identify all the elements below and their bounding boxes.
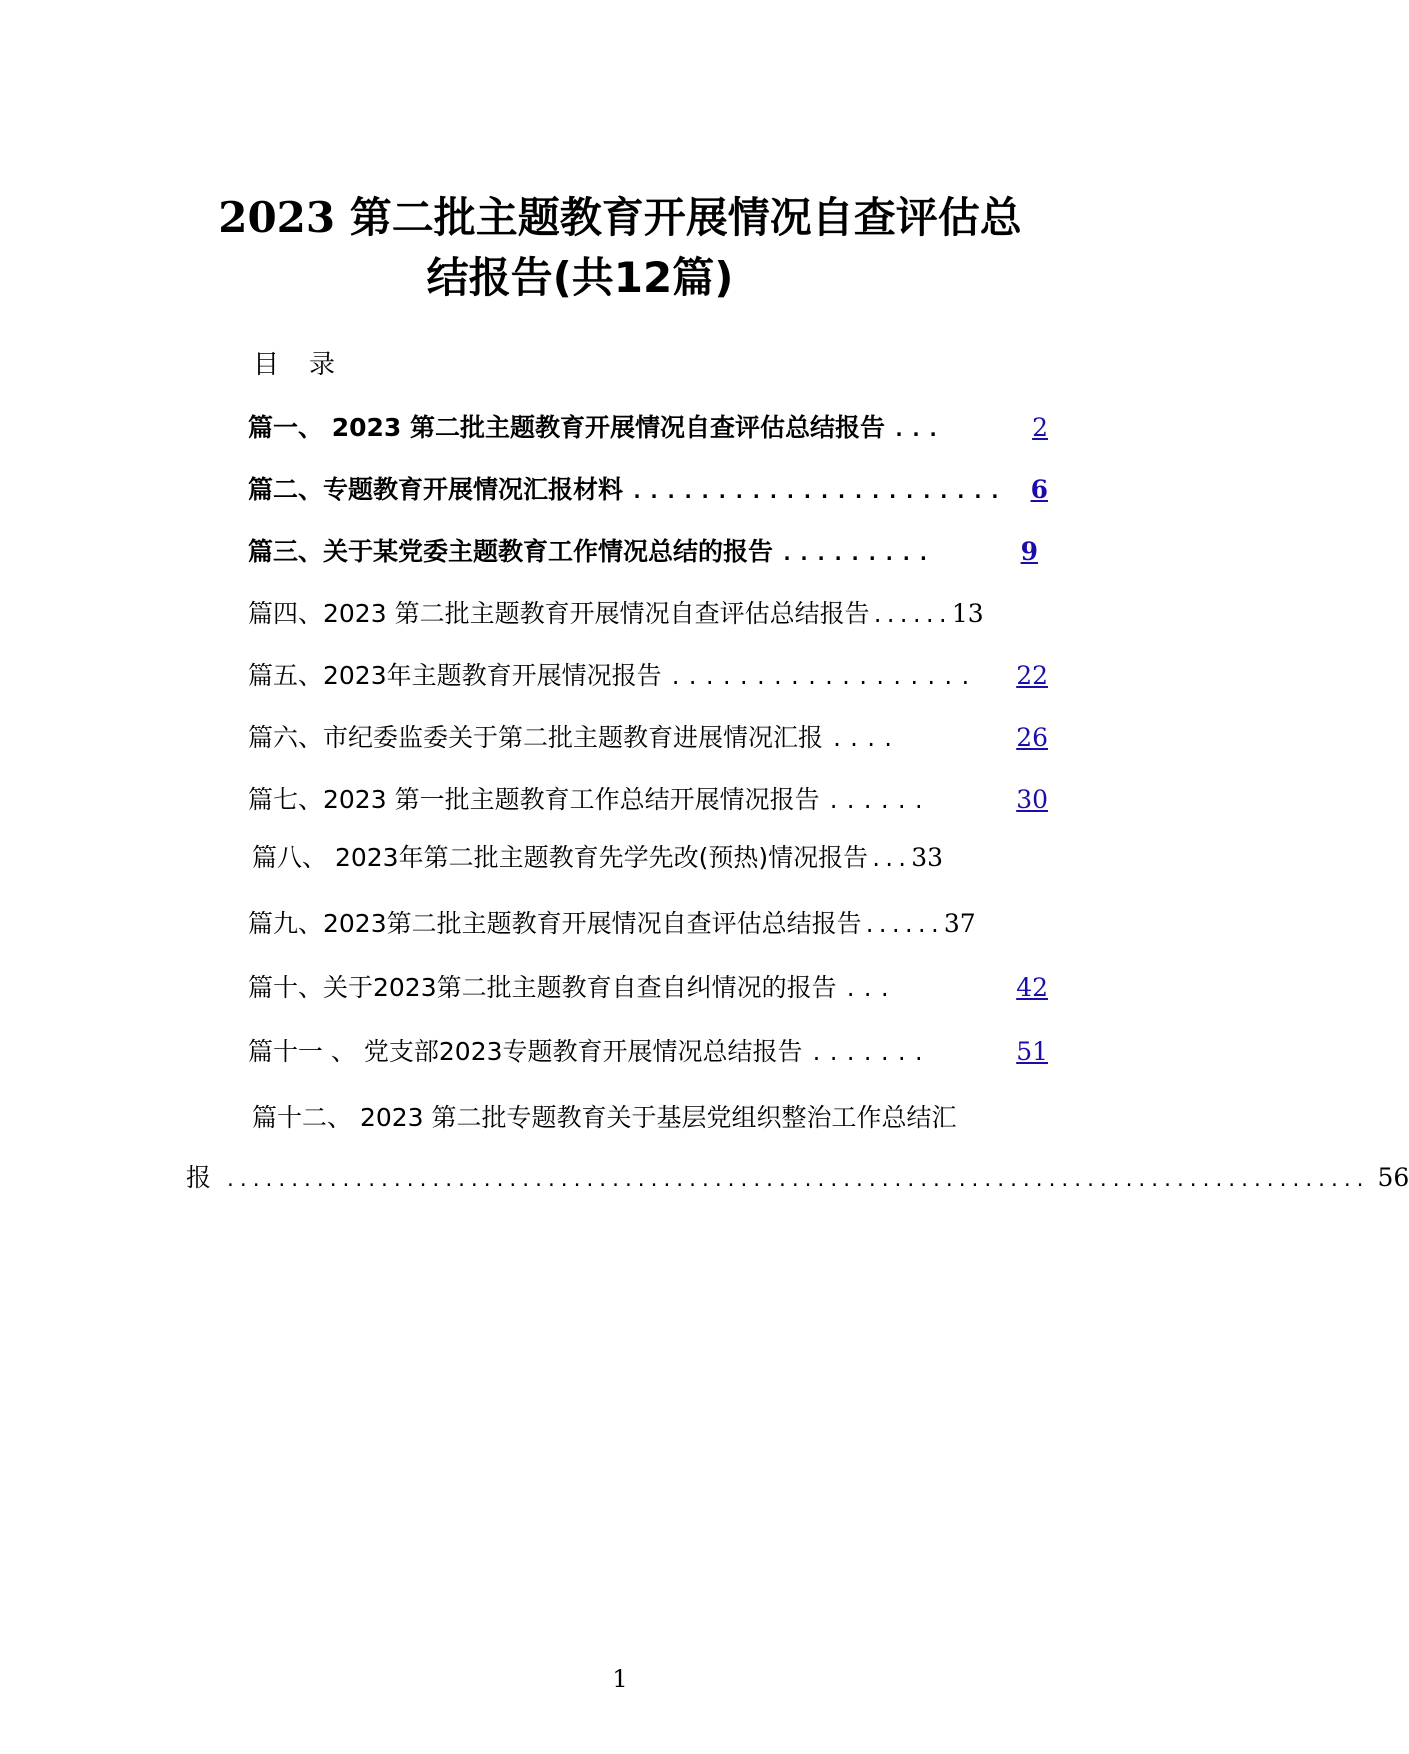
toc-entry-8[interactable] bbox=[252, 838, 1052, 878]
page-number: 1 bbox=[612, 1665, 628, 1693]
toc-entry-9[interactable] bbox=[248, 904, 1048, 944]
toc-entry-label: 篇五、2023年主题教育开展情况报告 bbox=[248, 661, 662, 690]
toc-page-number[interactable]: 37 bbox=[943, 909, 976, 938]
toc-entry-6[interactable] bbox=[248, 718, 1048, 758]
toc-page-link[interactable]: 2 bbox=[1032, 413, 1048, 442]
toc-entry-label: 篇九、2023第二批主题教育开展情况自查评估总结报告 bbox=[248, 909, 862, 938]
toc-page-link[interactable]: 9 bbox=[1020, 537, 1038, 566]
toc-page-link[interactable]: 42 bbox=[1016, 973, 1048, 1002]
toc-entry-label: 篇十、关于2023第二批主题教育自查自纠情况的报告 bbox=[248, 973, 837, 1002]
toc-leader-dots: ...... bbox=[863, 913, 942, 937]
toc-leader-dots: .................. bbox=[669, 665, 977, 689]
toc-heading-char-2: 录 bbox=[309, 350, 340, 380]
toc-entry-2[interactable] bbox=[248, 470, 1048, 510]
toc-entry-12-continuation[interactable] bbox=[186, 1158, 1409, 1198]
toc-entry-4[interactable] bbox=[248, 594, 1038, 634]
toc-heading-char-1: 目 bbox=[253, 350, 284, 380]
toc-leader-dots: .... bbox=[831, 727, 900, 751]
toc-entry-7[interactable] bbox=[248, 780, 1048, 820]
toc-entry-10[interactable] bbox=[248, 968, 1048, 1008]
toc-page-link[interactable]: 30 bbox=[1016, 785, 1048, 814]
toc-entry-label: 篇四、2023 第二批主题教育开展情况自查评估总结报告 bbox=[248, 599, 870, 628]
toc-entry-label-continued: 报 bbox=[186, 1163, 212, 1192]
toc-entry-12[interactable] bbox=[252, 1098, 957, 1134]
toc-entry-label: 篇三、关于某党委主题教育工作情况总结的报告 bbox=[248, 537, 774, 566]
toc-entry-5[interactable] bbox=[248, 656, 1048, 696]
toc-entry-label: 篇八、 2023年第二批主题教育先学先改(预热)情况报告 bbox=[252, 843, 869, 872]
toc-page-number[interactable]: 33 bbox=[911, 843, 944, 872]
toc-entry-label: 篇二、专题教育开展情况汇报材料 bbox=[248, 475, 624, 504]
toc-leader-dots: ...... bbox=[827, 789, 930, 813]
toc-page-number[interactable]: 56 bbox=[1377, 1163, 1409, 1192]
toc-page-link[interactable]: 26 bbox=[1016, 723, 1048, 752]
toc-leader-dots: ....... bbox=[810, 1041, 930, 1065]
toc-page-number[interactable]: 13 bbox=[951, 599, 984, 628]
document-title-line-1 bbox=[0, 192, 1240, 244]
toc-leader-dots: ... bbox=[870, 847, 910, 871]
toc-entry-1[interactable] bbox=[248, 408, 1048, 448]
toc-entry-label: 篇十二、 2023 第二批专题教育关于基层党组织整治工作总结汇 bbox=[252, 1103, 957, 1132]
title-text: 第二批主题教育开展情况自查评估总 bbox=[335, 193, 1022, 242]
toc-leader-dots: ... bbox=[893, 417, 945, 441]
document-title-line-2: 结报告(共12篇) bbox=[426, 253, 734, 302]
toc-page-link[interactable]: 6 bbox=[1030, 475, 1048, 504]
toc-leader-dots: ...... bbox=[871, 603, 950, 627]
toc-leader-dots: ......................................................................................... bbox=[225, 1170, 1368, 1191]
toc-page-link[interactable]: 51 bbox=[1016, 1037, 1048, 1066]
toc-entry-11[interactable] bbox=[248, 1032, 1048, 1072]
toc-entry-label: 篇六、市纪委监委关于第二批主题教育进展情况汇报 bbox=[248, 723, 824, 752]
toc-page-link[interactable]: 22 bbox=[1016, 661, 1048, 690]
toc-entry-label: 篇一、 2023 第二批主题教育开展情况自查评估总结报告 bbox=[248, 413, 885, 442]
toc-entry-3[interactable] bbox=[248, 532, 1038, 572]
toc-leader-dots: ...................... bbox=[631, 479, 1006, 503]
toc-leader-dots: ......... bbox=[781, 541, 935, 565]
toc-entry-label: 篇七、2023 第一批主题教育工作总结开展情况报告 bbox=[248, 785, 820, 814]
title-year: 2023 bbox=[218, 193, 336, 242]
toc-entry-label: 篇十一 、 党支部2023专题教育开展情况总结报告 bbox=[248, 1037, 803, 1066]
toc-leader-dots: ... bbox=[844, 977, 896, 1001]
toc-heading bbox=[253, 344, 339, 381]
